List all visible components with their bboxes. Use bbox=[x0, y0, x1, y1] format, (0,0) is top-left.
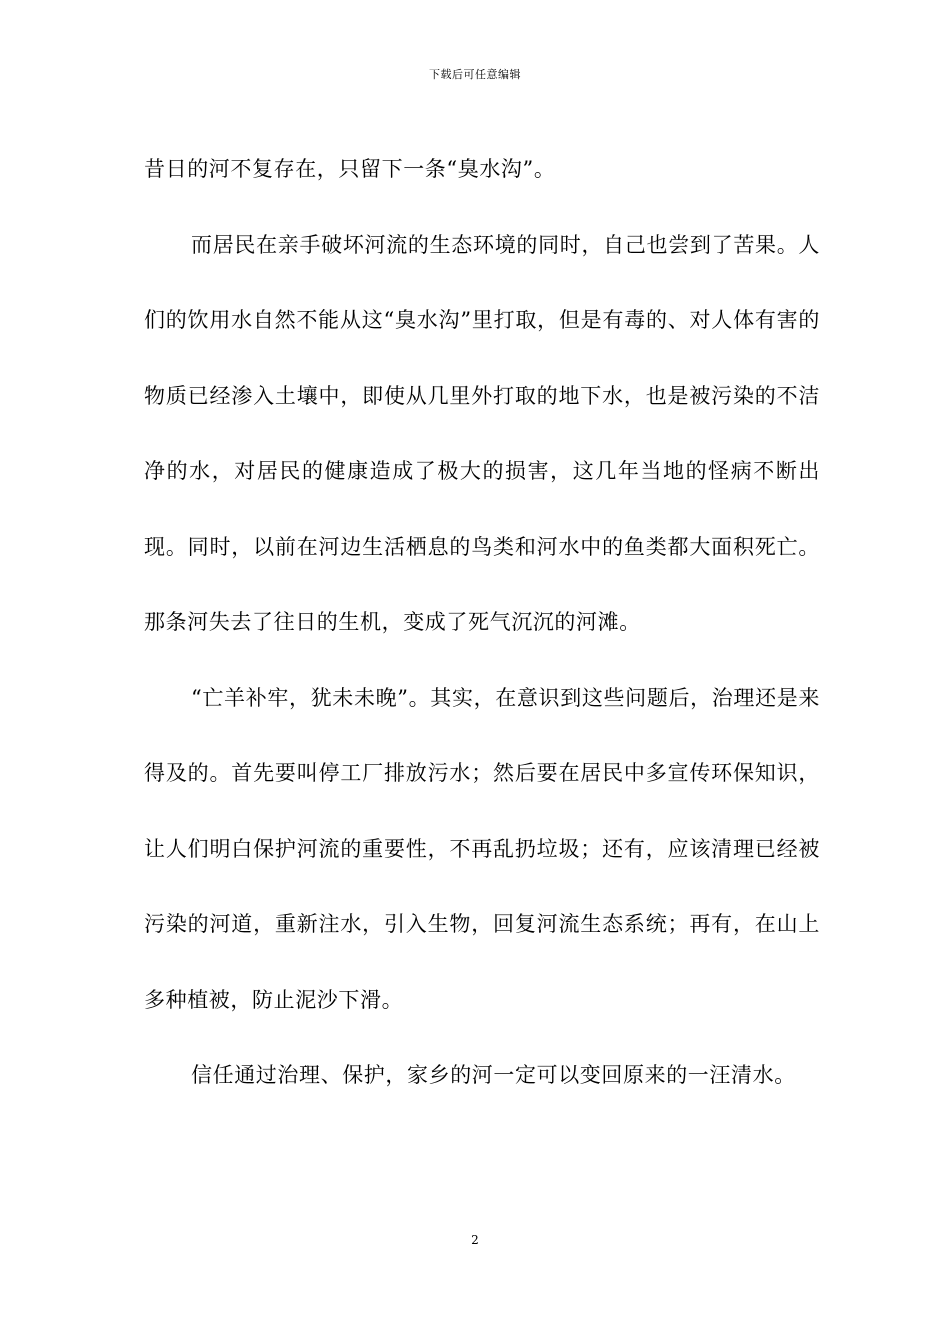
paragraph-1: 昔日的河不复存在，只留下一条“臭水沟”。 bbox=[144, 157, 556, 181]
document-body bbox=[144, 132, 820, 1114]
page-number: 2 bbox=[471, 1233, 479, 1247]
paragraph-3: “亡羊补牢，犹未未晚”。其实，在意识到这些问题后，治理还是来得及的。首先要叫停工厂排放污水；然后要在居民中多宣传环保知识，让人们明白保护河流的重要性，不再乱扔垃圾；还有，应该清理已经被污染的河道，重新注水，引入生物，回复河流生态系统；再有，在山上多种植被，防止泥沙下滑。 bbox=[144, 685, 820, 1012]
paragraph-4: 信任通过治理、保护，家乡的河一定可以变回原来的一汪清水。 bbox=[191, 1063, 796, 1087]
paragraph-2: 而居民在亲手破坏河流的生态环境的同时，自己也尝到了苦果。人们的饮用水自然不能从这“臭水沟”里打取，但是有毒的、对人体有害的物质已经渗入土壤中，即使从几里外打取的地下水，也是被污染的不洁净的水，对居民的健康造成了极大的损害，这几年当地的怪病不断出现。同时，以前在河边生活栖息的鸟类和河水中的鱼类都大面积死亡。那条河失去了往日的生机，变成了死气沉沉的河滩。 bbox=[144, 232, 820, 634]
page-header: 下载后可任意编辑 bbox=[429, 68, 521, 81]
